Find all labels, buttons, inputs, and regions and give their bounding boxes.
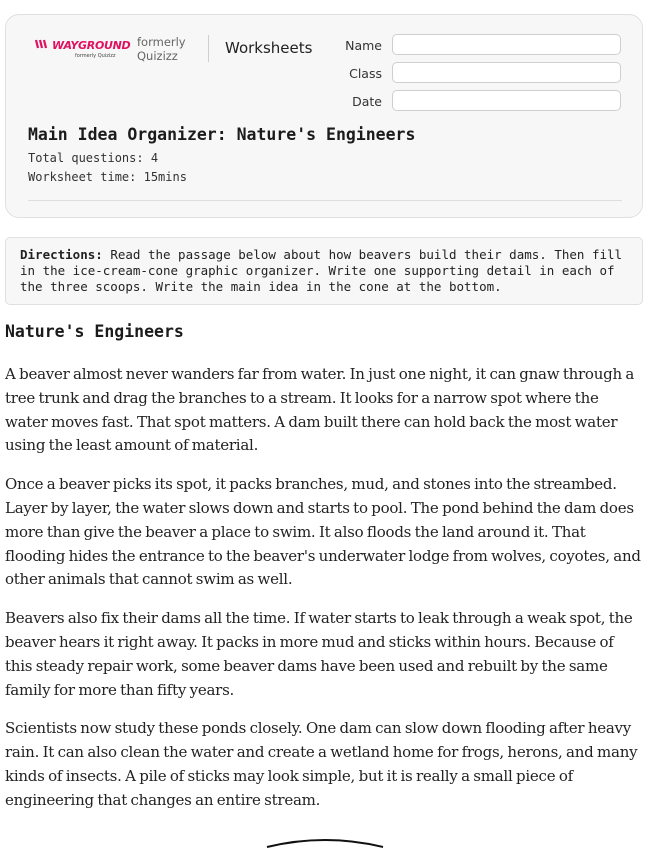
passage-paragraph: Scientists now study these ponds closely. One dam can slow down flooding after heavy rain. It can also clean the water and create a wetland home for frogs, herons, and many kinds of insects. A pile of sticks may look simple, but it is really a small piece of engineering that changes an entire stream. <box>5 719 638 809</box>
class-label: Class <box>349 66 382 81</box>
worksheets-label: Worksheets <box>225 39 313 57</box>
class-field[interactable] <box>392 62 621 83</box>
date-field[interactable] <box>392 90 621 111</box>
graphic-organizer-scoop-outline <box>265 836 385 848</box>
name-field[interactable] <box>392 34 621 55</box>
total-questions: Total questions: 4 <box>28 151 159 165</box>
formerly-quizizz-text: formerly Quizizz <box>137 35 186 63</box>
header-rule <box>28 200 622 201</box>
passage-paragraph: Beavers also fix their dams all the time. If water starts to leak through a weak spot, the beaver hears it right away. It packs in more mud and sticks within hours. Because of this steady repair work, some beaver dams have been used and rebuilt by the same family for more than fifty years. <box>5 609 633 699</box>
directions-text: Read the passage below about how beavers build their dams. Then fill in the ice-cream-cone graphic organizer. Write one supporting detail in each of the three scoops. Write the main idea in the cone at the bottom. <box>20 247 623 294</box>
logo-text: WAYGROUND <box>52 39 131 52</box>
passage-body <box>5 363 643 828</box>
worksheet-time: Worksheet time: 15mins <box>28 170 187 184</box>
passage-paragraph: A beaver almost never wanders far from water. In just one night, it can gnaw through a tree trunk and drag the branches to a stream. It looks for a narrow spot where the water moves fast. That spot matters. A dam built there can hold back the most water using the least amount of material. <box>5 365 635 455</box>
logo-subtext: formerly Quizizz <box>75 53 116 59</box>
directions-label: Directions: <box>20 247 103 262</box>
worksheet-title: Main Idea Organizer: Nature's Engineers <box>28 125 416 144</box>
name-label: Name <box>345 38 382 53</box>
wayground-logo <box>35 39 131 79</box>
date-label: Date <box>352 94 382 109</box>
worksheet-header-card <box>5 14 643 218</box>
passage-title: Nature's Engineers <box>5 322 184 341</box>
directions-box <box>5 237 643 305</box>
passage-paragraph: Once a beaver picks its spot, it packs branches, mud, and stones into the streambed. Layer by layer, the water slows down and starts to pool. The pond behind the dam does more than give the beaver a place to swim. It also floods the land around it. That flooding hides the entrance to the beaver's underwater lodge from wolves, coyotes, and other animals that cannot swim as well. <box>5 475 641 589</box>
logo-mark-icon <box>35 39 50 52</box>
header-divider <box>208 35 209 62</box>
